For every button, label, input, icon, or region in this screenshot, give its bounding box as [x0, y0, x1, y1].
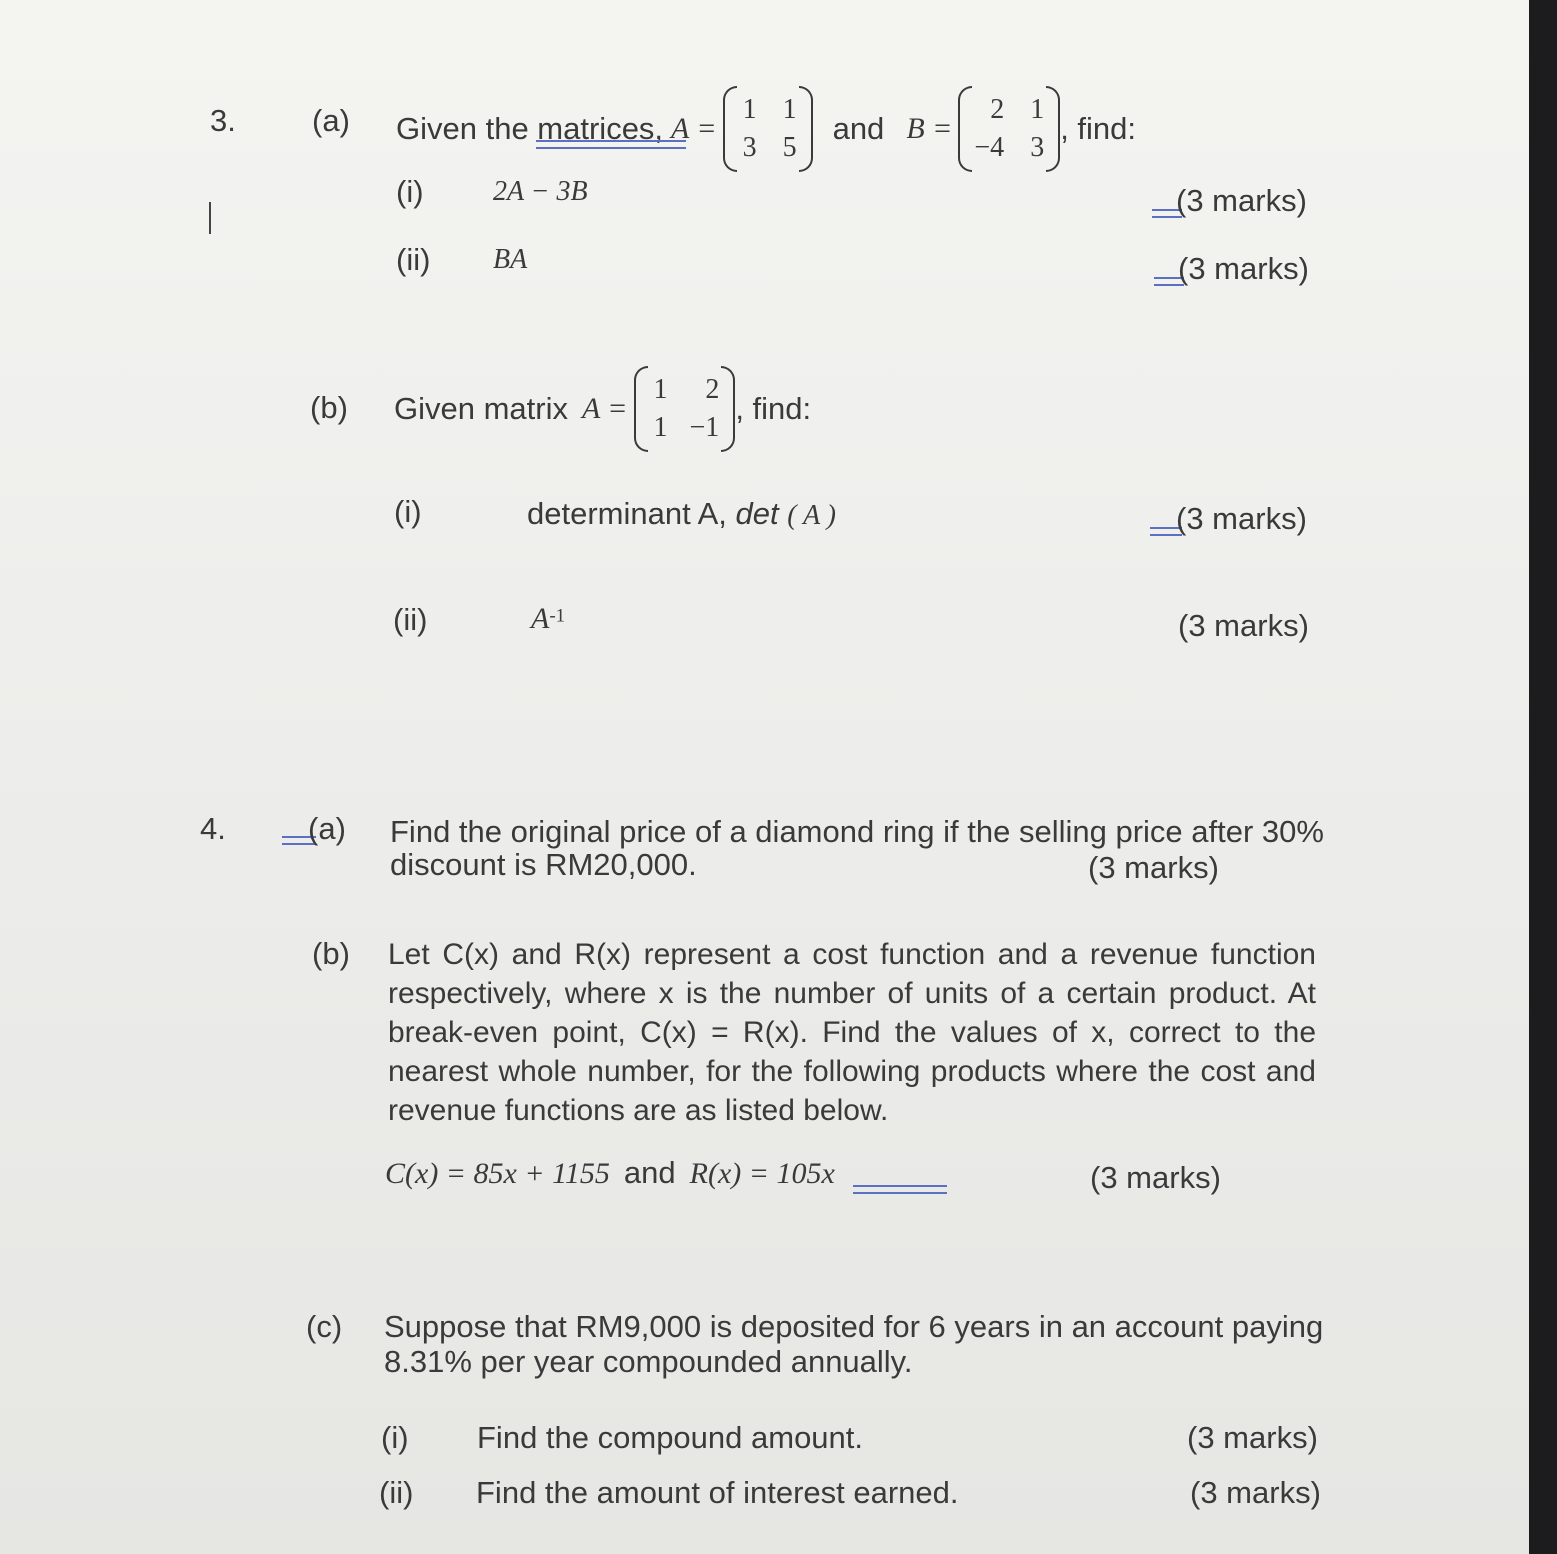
matrix-B-cell: −4 — [974, 132, 1005, 163]
q3b-find: , find: — [735, 391, 812, 426]
q3a-intro: Given the matrices, — [396, 111, 664, 146]
q3a-ii-expr: BA — [493, 244, 528, 275]
q3a-B-lhs: B = — [906, 112, 953, 145]
text-cursor — [209, 202, 211, 234]
q3b-intro: Given matrix — [394, 391, 568, 426]
matrix-A-cell: 3 — [742, 132, 757, 163]
q4b-answer-underline — [853, 1185, 947, 1194]
q3a-i-label: (i) — [396, 174, 424, 209]
q3b-ii-base: A — [531, 602, 550, 635]
q4-number: 4. — [200, 811, 226, 846]
q3b-ii-label: (ii) — [393, 602, 428, 637]
q3a-i-marks: (3 marks) — [1176, 183, 1307, 218]
matrix-A-cell: 5 — [782, 132, 797, 163]
q3b-intro-line — [394, 364, 811, 454]
q4a-line2: discount is RM20,000. — [390, 847, 697, 882]
q4c-ii-marks: (3 marks) — [1190, 1475, 1321, 1510]
q4c-i-label: (i) — [381, 1420, 409, 1455]
q4c-i-marks: (3 marks) — [1187, 1420, 1318, 1455]
q4b-and: and — [623, 1155, 676, 1190]
q3a-ii-label: (ii) — [396, 242, 431, 277]
q3b-ii-expr — [531, 602, 565, 636]
q4c-ii-text: Find the amount of interest earned. — [476, 1475, 959, 1510]
q3b-label: (b) — [310, 390, 348, 425]
matrix-A-cell: 1 — [742, 94, 757, 125]
dark-screen-edge — [1529, 0, 1557, 1554]
matrix-B — [958, 86, 1060, 172]
q3a-A-lhs: A = — [671, 112, 717, 145]
q3b-i-label: (i) — [394, 494, 422, 529]
q4b-functions — [385, 1155, 835, 1191]
q3b-A-lhs: A = — [581, 392, 628, 425]
matrix-B-cell: 1 — [1030, 94, 1045, 125]
q3b-i-marks: (3 marks) — [1176, 501, 1307, 536]
q4b-label: (b) — [312, 936, 350, 971]
q4b-cost: C(x) = 85x + 1155 — [385, 1157, 610, 1190]
q4c-line1: Suppose that RM9,000 is deposited for 6 years in an account paying — [384, 1309, 1324, 1344]
q4a-marks: (3 marks) — [1088, 850, 1219, 885]
q3a-ii-marks: (3 marks) — [1178, 251, 1309, 286]
matrix-A-b-cell: 1 — [653, 412, 668, 443]
q3b-i-text: determinant A, — [527, 496, 727, 531]
q3-number: 3. — [210, 103, 236, 138]
q3a-label: (a) — [312, 103, 350, 138]
q4c-i-text: Find the compound amount. — [477, 1420, 864, 1455]
q4b-paragraph: Let C(x) and R(x) represent a cost function and a revenue function respectively, where x is the number of units of a certain product. At break-even point, C(x) = R(x). Find the values of x, correct to the nearest whole number, for the following products where the cost and revenue functions are as listed below. — [388, 938, 1316, 1127]
q4b-marks: (3 marks) — [1090, 1160, 1221, 1195]
q3a-i-expr: 2A − 3B — [493, 176, 588, 207]
q3a-find: , find: — [1060, 111, 1137, 146]
spellcheck-underline — [536, 140, 686, 149]
q3b-i-arg: ( A ) — [787, 500, 837, 531]
q4b-revenue: R(x) = 105x — [689, 1157, 835, 1190]
matrix-A-b-cell: 1 — [653, 374, 668, 405]
q3b-ii-sup: -1 — [549, 605, 566, 627]
q3b-i-det: det — [735, 496, 779, 531]
q4c-ii-label: (ii) — [379, 1475, 414, 1510]
q3a-intro-line — [396, 84, 1136, 174]
matrix-A — [723, 86, 813, 172]
matrix-A-cell: 1 — [782, 94, 797, 125]
matrix-A-b-cell: 2 — [705, 374, 720, 405]
q3a-and: and — [832, 111, 885, 146]
matrix-A-b — [634, 366, 736, 452]
q4a-label: (a) — [308, 811, 346, 846]
q3b-i-expr — [527, 496, 836, 532]
q4a-line1: Find the original price of a diamond ring if the selling price after 30% — [390, 814, 1324, 849]
matrix-B-cell: 3 — [1030, 132, 1045, 163]
q4c-label: (c) — [306, 1309, 343, 1344]
q4c-line2: 8.31% per year compounded annually. — [384, 1344, 913, 1379]
q3b-ii-marks: (3 marks) — [1178, 608, 1309, 643]
matrix-B-cell: 2 — [990, 94, 1005, 125]
matrix-A-b-cell: −1 — [689, 412, 720, 443]
